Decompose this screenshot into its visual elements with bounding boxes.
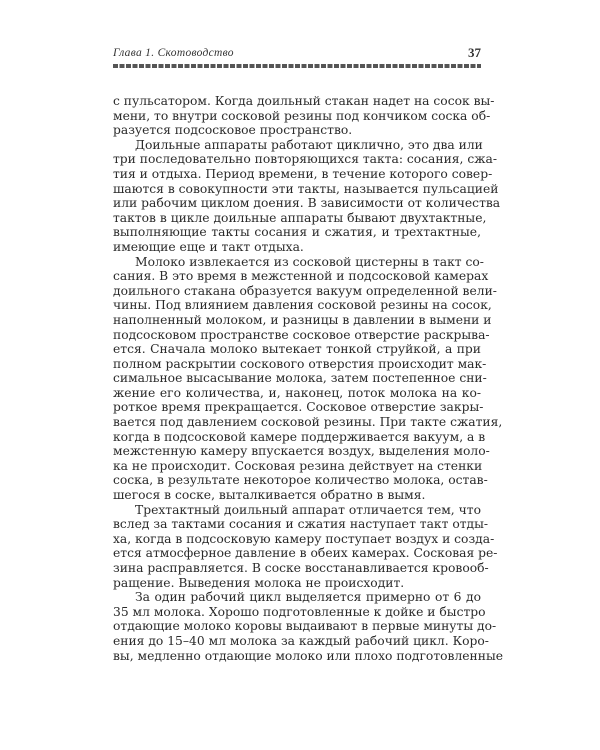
text-line: симальное высасывание молока, затем постепенное сни- bbox=[113, 371, 487, 386]
text-line: Доильные аппараты работают циклично, это два или bbox=[135, 137, 483, 152]
text-line: вается под давлением сосковой резины. При такте сжатия, bbox=[113, 415, 503, 430]
text-line: разуется подсосковое пространство. bbox=[113, 123, 353, 138]
text-line: Молоко извлекается из сосковой цистерны в такт со- bbox=[135, 254, 484, 269]
text-line: вы, медленно отдающие молоко или плохо подготовленные bbox=[113, 648, 504, 663]
text-line: жение его количества, и, наконец, поток молока на ко- bbox=[113, 385, 481, 400]
running-header bbox=[113, 45, 481, 63]
text-line: с пульсатором. Когда доильный стакан надет на сосок вы- bbox=[113, 94, 495, 108]
text-line: чины. Под влиянием давления сосковой резины на сосок, bbox=[113, 298, 492, 313]
text-line: вслед за тактами сосания и сжатия наступает такт отды- bbox=[113, 517, 489, 532]
header-divider bbox=[113, 64, 481, 68]
text-line: выполняющие такты сосания и сжатия, и трехтактные, bbox=[113, 225, 481, 240]
paragraph bbox=[113, 502, 498, 591]
text-line: мени, то внутри сосковой резины под кончиком соска об- bbox=[113, 108, 491, 123]
text-line: ется атмосферное давление в обеих камерах. Сосковая ре- bbox=[113, 546, 498, 561]
text-line: три последовательно повторяющихся такта: сосания, сжа- bbox=[113, 152, 498, 167]
text-line: межстенную камеру впускается воздух, выделения моло- bbox=[113, 444, 490, 459]
text-line: ения до 15–40 мл молока за каждый рабочий цикл. Коро- bbox=[113, 633, 489, 648]
text-line: соска, в результате некоторое количество молока, остав- bbox=[113, 473, 488, 488]
text-line: ется. Сначала молоко вытекает тонкой струйкой, а при bbox=[113, 342, 481, 357]
text-line: доильного стакана образуется вакуум определенной вели- bbox=[113, 283, 497, 298]
text-line: За один рабочий цикл выделяется примерно от 6 до bbox=[135, 590, 481, 605]
paragraph bbox=[113, 590, 504, 663]
text-line: или рабочим циклом доения. В зависимости от количества bbox=[113, 196, 501, 211]
page-body-text bbox=[113, 94, 504, 663]
text-line: тактов в цикле доильные аппараты бывают двухтактные, bbox=[113, 210, 487, 225]
text-line: сания. В это время в межстенной и подсосковой камерах bbox=[113, 269, 489, 284]
text-line: зина расправляется. В соске восстанавливается кровооб- bbox=[113, 561, 489, 575]
text-line: подсосковом пространстве сосковое отверстие раскрыва- bbox=[113, 327, 490, 342]
text-line: ка не происходит. Сосковая резина действует на стенки bbox=[113, 458, 483, 473]
text-line: полном раскрытии соскового отверстия происходит мак- bbox=[113, 356, 487, 371]
text-line: ращение. Выведения молока не происходит. bbox=[113, 575, 405, 590]
text-line: наполненный молоком, и разницы в давлении в вымени и bbox=[113, 312, 492, 327]
text-line: роткое время прекращается. Сосковое отверстие закры- bbox=[113, 400, 484, 415]
text-line: шаются в совокупности эти такты, называется пульсацией bbox=[113, 181, 499, 196]
text-line: тия и отдыха. Период времени, в течение которого совер- bbox=[113, 166, 493, 181]
text-line: когда в подсосковой камере поддерживается вакуум, а в bbox=[113, 429, 486, 444]
text-line: шегося в соске, выталкивается обратно в вымя. bbox=[113, 488, 426, 503]
chapter-title: Глава 1. Скотоводство bbox=[113, 47, 234, 59]
paragraph bbox=[113, 94, 495, 138]
text-line: отдающие молоко коровы выдаивают в первые минуты до- bbox=[113, 619, 497, 634]
text-line: ха, когда в подсосковую камеру поступает воздух и созда- bbox=[113, 531, 495, 546]
text-line: Трехтактный доильный аппарат отличается тем, что bbox=[135, 502, 481, 517]
paragraph bbox=[113, 254, 503, 503]
text-line: имеющие еще и такт отдыха. bbox=[113, 239, 304, 254]
text-line: 35 мл молока. Хорошо подготовленные к дойке и быстро bbox=[113, 604, 486, 619]
paragraph bbox=[113, 137, 501, 255]
page-number: 37 bbox=[468, 45, 481, 60]
